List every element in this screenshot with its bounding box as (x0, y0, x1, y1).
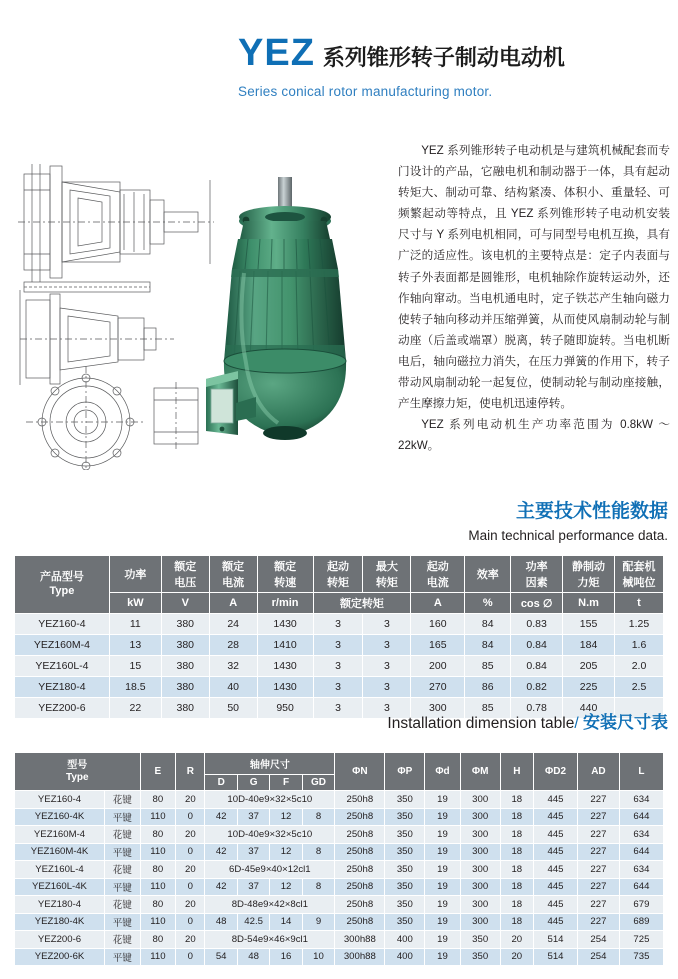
cell-phi-n: 250h8 (335, 843, 385, 861)
table-cell: 0.82 (511, 677, 563, 698)
table-cell: 3 (363, 614, 411, 635)
table-cell: 40 (209, 677, 257, 698)
cell-phi-d2: 445 (534, 826, 578, 844)
cell-f: 14 (270, 913, 302, 931)
th-power: 功率 (109, 556, 161, 593)
cell-phi-m: 300 (460, 843, 500, 861)
cell-r: 20 (176, 931, 205, 949)
cell-phi-p: 350 (385, 843, 425, 861)
table-cell: 32 (209, 656, 257, 677)
cell-l: 725 (619, 931, 663, 949)
product-series-code: YEZ (238, 32, 315, 74)
ith-e: E (140, 753, 176, 791)
table-cell: 1.25 (615, 614, 664, 635)
cell-phi-d: 19 (425, 843, 461, 861)
table-cell: 13 (109, 635, 161, 656)
cell-key-type: 平键 (105, 878, 141, 896)
table-cell: 3 (313, 635, 363, 656)
cell-phi-p: 350 (385, 896, 425, 914)
table-header-row (15, 556, 664, 593)
cell-product-type: YEZ180-4 (15, 677, 110, 698)
cell-phi-d2: 445 (534, 861, 578, 879)
cell-h: 18 (500, 896, 533, 914)
table-cell: 22 (109, 698, 161, 719)
cell-spline-spec: 8D-54e9×46×9cl1 (205, 931, 335, 949)
cell-e: 80 (140, 861, 176, 879)
table-cell: 3 (313, 656, 363, 677)
cell-e: 110 (140, 878, 176, 896)
cell-h: 20 (500, 948, 533, 966)
cell-model-type: YEZ160-4K (15, 808, 105, 826)
cell-phi-d2: 445 (534, 808, 578, 826)
table-row (15, 861, 664, 879)
table-cell: 85 (465, 698, 511, 719)
unit-rmin: r/min (257, 593, 313, 614)
cell-ad: 227 (578, 878, 620, 896)
cell-g: 37 (237, 808, 269, 826)
cell-key-type: 花键 (105, 931, 141, 949)
tech-section-heading (468, 500, 668, 546)
cell-f: 12 (270, 843, 302, 861)
th-start-current: 起动 电流 (411, 556, 465, 593)
cell-phi-n: 250h8 (335, 808, 385, 826)
motor-product-image (178, 165, 394, 470)
cell-phi-p: 350 (385, 808, 425, 826)
table-cell: 3 (313, 677, 363, 698)
cell-phi-d: 19 (425, 791, 461, 809)
th-machine-tonnage: 配套机 械吨位 (615, 556, 664, 593)
install-header-row-1 (15, 753, 664, 775)
cell-phi-p: 350 (385, 913, 425, 931)
cell-d: 54 (205, 948, 237, 966)
cell-key-type: 花键 (105, 896, 141, 914)
cell-gd: 8 (302, 808, 334, 826)
cell-g: 42.5 (237, 913, 269, 931)
cell-phi-n: 250h8 (335, 896, 385, 914)
cell-spline-spec: 10D-40e9×32×5c10 (205, 826, 335, 844)
cell-l: 735 (619, 948, 663, 966)
cell-phi-d2: 445 (534, 843, 578, 861)
tech-heading-en: Main technical performance data. (468, 527, 668, 543)
cell-l: 644 (619, 878, 663, 896)
cell-ad: 254 (578, 948, 620, 966)
cell-model-type: YEZ200-6 (15, 931, 105, 949)
table-cell: 380 (161, 635, 209, 656)
cell-l: 634 (619, 791, 663, 809)
cell-phi-p: 350 (385, 826, 425, 844)
cell-phi-m: 300 (460, 913, 500, 931)
page-subtitle: Series conical rotor manufacturing motor. (238, 84, 493, 99)
cell-phi-d: 19 (425, 913, 461, 931)
table-cell: 200 (411, 656, 465, 677)
table-cell: 84 (465, 614, 511, 635)
th-voltage: 额定 电压 (161, 556, 209, 593)
cell-l: 644 (619, 808, 663, 826)
table-cell: 160 (411, 614, 465, 635)
cell-phi-d2: 445 (534, 913, 578, 931)
table-cell: 380 (161, 677, 209, 698)
table-cell: 0.84 (511, 635, 563, 656)
cell-gd: 10 (302, 948, 334, 966)
table-cell: 300 (411, 698, 465, 719)
cell-ad: 254 (578, 931, 620, 949)
cell-r: 0 (176, 843, 205, 861)
table-cell: 3 (363, 698, 411, 719)
cell-product-type: YEZ200-6 (15, 698, 110, 719)
install-heading-separator: / (574, 715, 579, 732)
cell-model-type: YEZ200-6K (15, 948, 105, 966)
ith-ad: AD (578, 753, 620, 791)
table-row (15, 913, 664, 931)
table-cell: 84 (465, 635, 511, 656)
unit-rated-torque: 额定转矩 (313, 593, 411, 614)
table-cell: 225 (563, 677, 615, 698)
th-max-torque: 最大 转矩 (363, 556, 411, 593)
table-cell: 18.5 (109, 677, 161, 698)
table-cell: 2.0 (615, 656, 664, 677)
table-row (15, 878, 664, 896)
table-cell: 165 (411, 635, 465, 656)
ith-g: G (237, 775, 269, 791)
cell-phi-m: 300 (460, 861, 500, 879)
table-cell: 28 (209, 635, 257, 656)
table-cell: 3 (313, 698, 363, 719)
cell-e: 80 (140, 896, 176, 914)
unit-v: V (161, 593, 209, 614)
ith-r: R (176, 753, 205, 791)
th-start-torque: 起动 转矩 (313, 556, 363, 593)
cell-key-type: 平键 (105, 808, 141, 826)
install-section-heading (387, 712, 668, 734)
table-cell: 440 (563, 698, 615, 719)
page-title: 系列锥形转子制动电动机 (322, 45, 565, 70)
cell-gd: 8 (302, 843, 334, 861)
cell-phi-m: 300 (460, 896, 500, 914)
cell-h: 18 (500, 878, 533, 896)
cell-ad: 227 (578, 843, 620, 861)
tech-heading-cn: 主要技术性能数据 (515, 501, 668, 522)
ith-l: L (619, 753, 663, 791)
cell-phi-d2: 445 (534, 791, 578, 809)
ith-shaft-extension: 轴伸尺寸 (205, 753, 335, 775)
cell-phi-m: 350 (460, 931, 500, 949)
cell-e: 80 (140, 931, 176, 949)
ith-phi-n: ΦN (335, 753, 385, 791)
table-cell: 950 (257, 698, 313, 719)
cell-l: 634 (619, 861, 663, 879)
table-cell: 15 (109, 656, 161, 677)
cell-ad: 227 (578, 861, 620, 879)
cell-h: 18 (500, 826, 533, 844)
cell-phi-p: 400 (385, 931, 425, 949)
table-row (15, 808, 664, 826)
cell-phi-m: 300 (460, 878, 500, 896)
table-cell: 3 (363, 635, 411, 656)
title-line (238, 34, 668, 72)
ith-f: F (270, 775, 302, 791)
cell-ad: 227 (578, 913, 620, 931)
cell-r: 0 (176, 913, 205, 931)
cell-r: 20 (176, 826, 205, 844)
cell-e: 110 (140, 808, 176, 826)
cell-g: 48 (237, 948, 269, 966)
cell-phi-d2: 445 (534, 896, 578, 914)
th-efficiency: 效率 (465, 556, 511, 593)
cell-phi-n: 300h88 (335, 931, 385, 949)
table-cell: 155 (563, 614, 615, 635)
table-row (15, 948, 664, 966)
table-cell: 1410 (257, 635, 313, 656)
unit-a2: A (411, 593, 465, 614)
table-cell: 1430 (257, 656, 313, 677)
table-row (15, 826, 664, 844)
intro-paragraph-2: YEZ 系列电动机生产功率范围为 0.8kW ～ 22kW。 (398, 418, 670, 453)
unit-percent: % (465, 593, 511, 614)
cell-g: 37 (237, 878, 269, 896)
cell-phi-m: 350 (460, 948, 500, 966)
cell-r: 20 (176, 861, 205, 879)
table-cell: 1430 (257, 614, 313, 635)
cell-l: 634 (619, 826, 663, 844)
cell-h: 18 (500, 913, 533, 931)
cell-gd: 9 (302, 913, 334, 931)
cell-d: 48 (205, 913, 237, 931)
cell-model-type: YEZ160-4 (15, 791, 105, 809)
unit-nm: N.m (563, 593, 615, 614)
table-cell: 184 (563, 635, 615, 656)
cell-model-type: YEZ160M-4K (15, 843, 105, 861)
cell-model-type: YEZ180-4 (15, 896, 105, 914)
table-cell: 85 (465, 656, 511, 677)
table-cell: 380 (161, 656, 209, 677)
cell-key-type: 平键 (105, 843, 141, 861)
page-header (238, 34, 668, 99)
table-row (15, 931, 664, 949)
cell-product-type: YEZ160-4 (15, 614, 110, 635)
intro-paragraph-1: YEZ 系列锥形转子电动机是与建筑机械配套而专门设计的产品，它融电机和制动器于一体，具有起动转矩大、制动可靠、结构紧凑、体积小、重量轻、可频繁起动等特点，且 YEZ 系列锥形转子电动机安装尺寸与 Y 系列电机相同，可与同型号电机互换，具有广泛的适应性。该电机的主要特点是：定子内表面与转子外表面都是圆锥形，电机轴除作旋转运动外，还作轴向窜动。当电机通电时，定子铁芯产生轴向磁力使转子轴向移动并压缩弹簧，从而使风扇制动轮与制动座（后盖或端罩）脱离，转子随即旋转。当电机断电后，轴向磁拉力消失，在压力弹簧的作用下，转子带动风扇制动轮一起复位，使制动轮与制动座接触，产生摩擦力矩，使电机迅速停转。 (398, 144, 670, 411)
cell-d: 42 (205, 843, 237, 861)
ith-gd: GD (302, 775, 334, 791)
cell-phi-m: 300 (460, 791, 500, 809)
cell-phi-p: 350 (385, 861, 425, 879)
table-cell: 270 (411, 677, 465, 698)
cell-phi-m: 300 (460, 826, 500, 844)
cell-phi-d2: 445 (534, 878, 578, 896)
cell-model-type: YEZ160L-4 (15, 861, 105, 879)
cell-key-type: 花键 (105, 791, 141, 809)
ith-d: D (205, 775, 237, 791)
table-cell: 11 (109, 614, 161, 635)
cell-e: 110 (140, 843, 176, 861)
install-heading-cn: 安装尺寸表 (583, 713, 668, 732)
ith-phi-p: ΦP (385, 753, 425, 791)
cell-r: 0 (176, 948, 205, 966)
install-heading-en: Installation dimension table (387, 715, 575, 732)
th-power-factor: 功率 因素 (511, 556, 563, 593)
table-cell: 3 (363, 677, 411, 698)
cell-r: 0 (176, 878, 205, 896)
cell-spline-spec: 6D-45e9×40×12cl1 (205, 861, 335, 879)
cell-l: 679 (619, 896, 663, 914)
table-row (15, 791, 664, 809)
cell-ad: 227 (578, 791, 620, 809)
cell-f: 16 (270, 948, 302, 966)
intro-text (398, 140, 670, 456)
cell-phi-n: 300h88 (335, 948, 385, 966)
cell-phi-p: 350 (385, 791, 425, 809)
table-row (15, 635, 664, 656)
cell-f: 12 (270, 808, 302, 826)
cell-phi-d: 19 (425, 948, 461, 966)
cell-e: 110 (140, 913, 176, 931)
cell-r: 20 (176, 896, 205, 914)
th-static-brake-torque: 静制动 力矩 (563, 556, 615, 593)
cell-h: 18 (500, 808, 533, 826)
cell-d: 42 (205, 808, 237, 826)
technical-table-body (15, 614, 664, 719)
table-cell: 86 (465, 677, 511, 698)
cell-model-type: YEZ160M-4 (15, 826, 105, 844)
cell-phi-p: 350 (385, 878, 425, 896)
table-cell: 0.84 (511, 656, 563, 677)
cell-phi-d: 19 (425, 826, 461, 844)
table-cell: 0.78 (511, 698, 563, 719)
cell-phi-d: 19 (425, 808, 461, 826)
cell-phi-n: 250h8 (335, 861, 385, 879)
table-row (15, 843, 664, 861)
technical-performance-table (14, 555, 664, 719)
cell-phi-n: 250h8 (335, 878, 385, 896)
table-cell: 1.6 (615, 635, 664, 656)
cell-spline-spec: 8D-48e9×42×8cl1 (205, 896, 335, 914)
cell-model-type: YEZ180-4K (15, 913, 105, 931)
ith-h: H (500, 753, 533, 791)
cell-product-type: YEZ160M-4 (15, 635, 110, 656)
table-cell: 2.5 (615, 677, 664, 698)
table-cell: 3 (363, 656, 411, 677)
cell-phi-n: 250h8 (335, 826, 385, 844)
table-cell: 205 (563, 656, 615, 677)
table-cell: 1430 (257, 677, 313, 698)
unit-a: A (209, 593, 257, 614)
th-product-type: 产品型号 Type (15, 556, 110, 614)
cell-product-type: YEZ160L-4 (15, 656, 110, 677)
table-row (15, 677, 664, 698)
cell-key-type: 花键 (105, 826, 141, 844)
unit-cos-phi: cos ∅ (511, 593, 563, 614)
cell-phi-n: 250h8 (335, 913, 385, 931)
cell-phi-p: 400 (385, 948, 425, 966)
table-row (15, 614, 664, 635)
ith-phi-m: ΦM (460, 753, 500, 791)
cell-gd: 8 (302, 878, 334, 896)
cell-key-type: 花键 (105, 861, 141, 879)
ith-type: 型号 Type (15, 753, 141, 791)
cell-g: 37 (237, 843, 269, 861)
cell-key-type: 平键 (105, 913, 141, 931)
table-cell: 380 (161, 698, 209, 719)
th-speed: 额定 转速 (257, 556, 313, 593)
table-cell: 24 (209, 614, 257, 635)
cell-h: 20 (500, 931, 533, 949)
cell-phi-m: 300 (460, 808, 500, 826)
installation-table-body (15, 791, 664, 966)
cell-model-type: YEZ160L-4K (15, 878, 105, 896)
th-current: 额定 电流 (209, 556, 257, 593)
table-subheader-row (15, 593, 664, 614)
table-row (15, 656, 664, 677)
cell-ad: 227 (578, 826, 620, 844)
cell-phi-d2: 514 (534, 931, 578, 949)
cell-d: 42 (205, 878, 237, 896)
ith-phi-d: Φd (425, 753, 461, 791)
cell-h: 18 (500, 791, 533, 809)
cell-l: 689 (619, 913, 663, 931)
cell-e: 110 (140, 948, 176, 966)
table-cell: 50 (209, 698, 257, 719)
cell-h: 18 (500, 843, 533, 861)
cell-ad: 227 (578, 896, 620, 914)
cell-phi-d: 19 (425, 878, 461, 896)
cell-key-type: 平键 (105, 948, 141, 966)
cell-ad: 227 (578, 808, 620, 826)
cell-phi-n: 250h8 (335, 791, 385, 809)
cell-r: 20 (176, 791, 205, 809)
unit-t: t (615, 593, 664, 614)
installation-dimension-table (14, 752, 664, 966)
cell-phi-d: 19 (425, 896, 461, 914)
table-cell: 380 (161, 614, 209, 635)
cell-e: 80 (140, 791, 176, 809)
cell-spline-spec: 10D-40e9×32×5c10 (205, 791, 335, 809)
table-cell: 3 (313, 614, 363, 635)
cell-phi-d: 19 (425, 931, 461, 949)
cell-l: 644 (619, 843, 663, 861)
cell-phi-d2: 514 (534, 948, 578, 966)
table-cell: 0.83 (511, 614, 563, 635)
ith-phi-d2: ΦD2 (534, 753, 578, 791)
cell-phi-d: 19 (425, 861, 461, 879)
table-row (15, 896, 664, 914)
cell-r: 0 (176, 808, 205, 826)
cell-h: 18 (500, 861, 533, 879)
cell-e: 80 (140, 826, 176, 844)
unit-kw: kW (109, 593, 161, 614)
cell-f: 12 (270, 878, 302, 896)
